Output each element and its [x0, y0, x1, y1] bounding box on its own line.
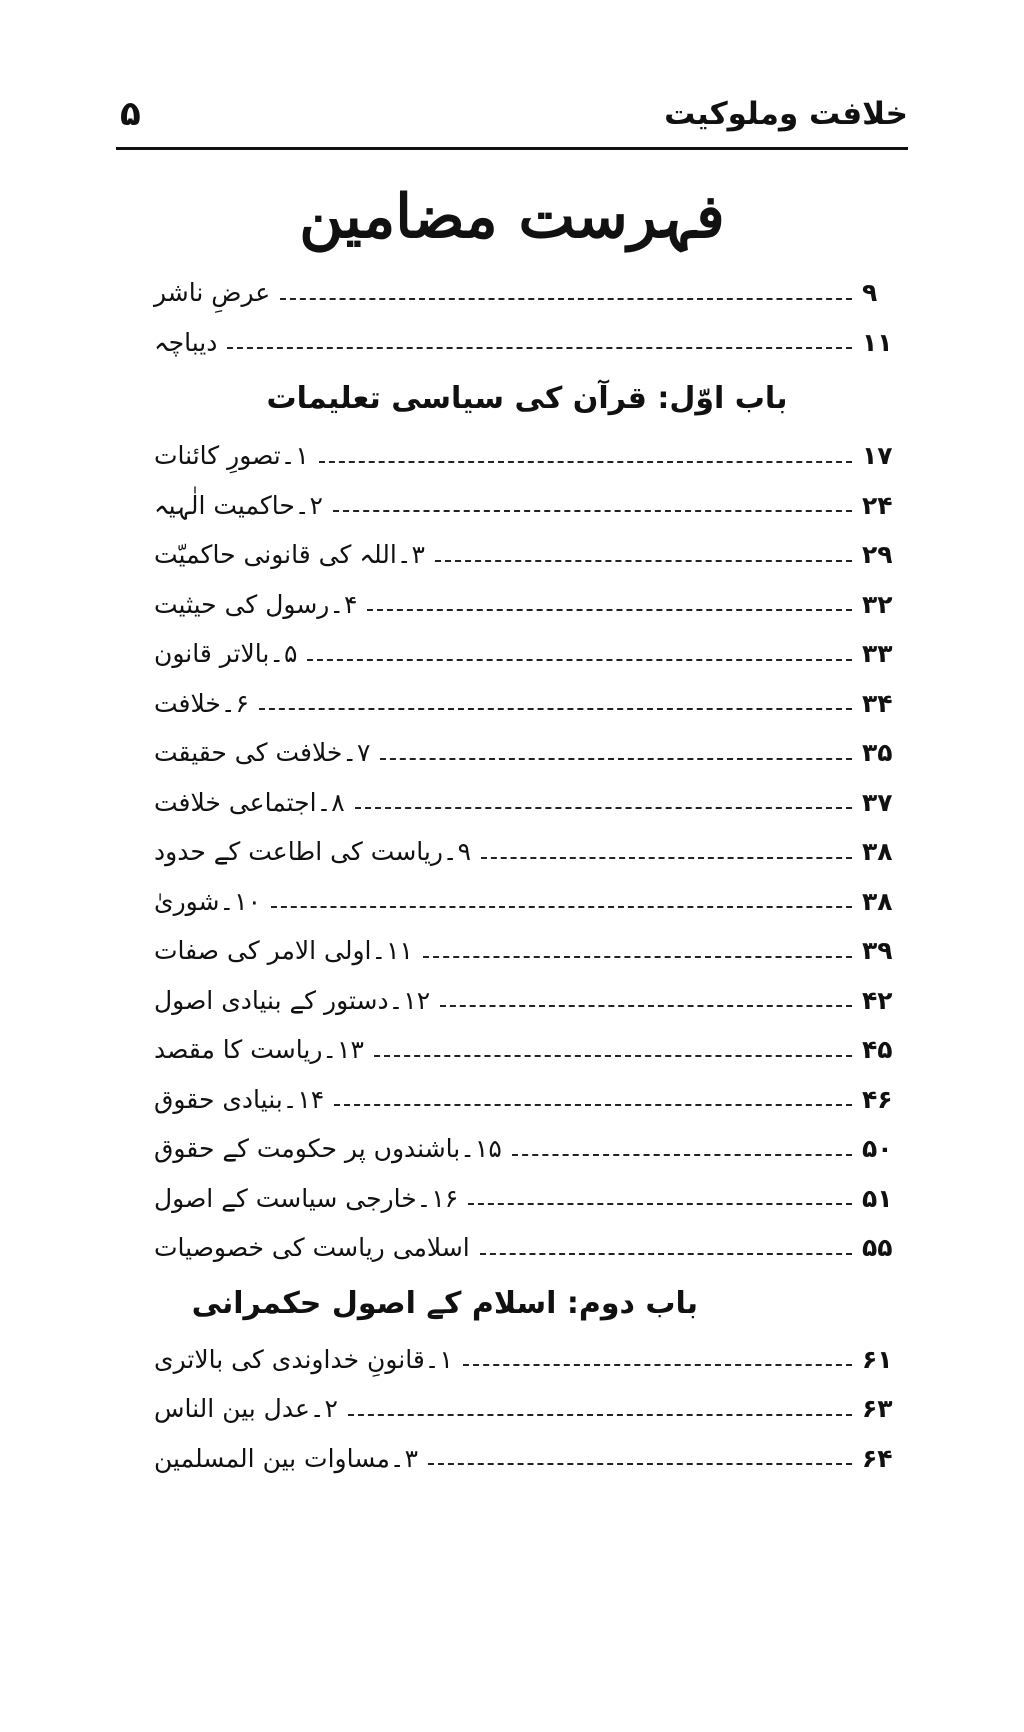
- toc-entry: [146, 1384, 908, 1434]
- leader-dots: [374, 1055, 852, 1057]
- leader-dots: [468, 1203, 852, 1205]
- leader-dots: [435, 560, 852, 562]
- chapter-heading: باب دوم: اسلام کے اصول حکمرانی: [191, 1285, 698, 1321]
- toc-entry-label: ۱۵۔باشندوں پر حکومت کے حقوق: [154, 1134, 502, 1164]
- toc-entry-page: ۴۶: [862, 1084, 893, 1114]
- toc-entry-label: ۵۔بالاتر قانون: [154, 639, 298, 669]
- running-title: خلافت وملوکیت: [664, 96, 908, 132]
- leader-dots: [463, 1364, 852, 1366]
- toc-entry-page: ۴۵: [862, 1035, 893, 1065]
- leader-dots: [480, 1253, 852, 1255]
- page-number: ۵: [120, 94, 141, 134]
- toc-entry-label: ۲۔حاکمیت الٰہیہ: [154, 490, 323, 520]
- leader-dots: [333, 510, 852, 512]
- leader-dots: [348, 1414, 852, 1416]
- toc-entry-label: ۱۔قانونِ خداوندی کی بالاتری: [154, 1344, 453, 1374]
- toc-entry-page: ۴۲: [862, 985, 893, 1015]
- toc-entry-page: ۶۳: [862, 1394, 893, 1424]
- toc-entry-page: ۱۱: [862, 327, 893, 357]
- toc-entry-label: ۲۔عدل بین الناس: [154, 1394, 338, 1424]
- toc-entry-label: ۱۴۔بنیادی حقوق: [154, 1084, 325, 1114]
- toc-entry-label: عرضِ ناشر: [154, 278, 271, 308]
- leader-dots: [481, 857, 852, 859]
- toc-entry-label: ۱۳۔ریاست کا مقصد: [154, 1035, 364, 1065]
- toc-entry: [146, 580, 908, 630]
- toc-entry-page: ۳۹: [862, 936, 893, 966]
- toc-entry-page: ۳۸: [862, 886, 893, 916]
- toc-entry-label: ۴۔رسول کی حیثیت: [154, 589, 358, 619]
- toc-entry-page: ۳۸: [862, 837, 893, 867]
- toc-entry-label: ۶۔خلافت: [154, 688, 249, 718]
- toc-entry-page: ۳۳: [862, 639, 893, 669]
- toc-entry: [146, 1335, 908, 1385]
- toc-entry: [146, 1124, 908, 1174]
- toc-entry: [146, 1434, 908, 1484]
- header-rule: [116, 147, 908, 150]
- toc-entry-page: ۶۴: [862, 1443, 893, 1473]
- toc-entry-label: ۱۱۔اولی الامر کی صفات: [154, 936, 413, 966]
- toc-entry-page: ۹: [862, 278, 878, 308]
- table-of-contents: [146, 268, 908, 1483]
- toc-entry-page: ۳۵: [862, 738, 893, 768]
- toc-entry-label: ۳۔مساوات بین المسلمین: [154, 1443, 418, 1473]
- toc-entry: [146, 679, 908, 729]
- leader-dots: [334, 1104, 852, 1106]
- toc-entry: [146, 877, 908, 927]
- toc-entry-label: ۸۔اجتماعی خلافت: [154, 787, 345, 817]
- toc-entry: [146, 976, 908, 1026]
- toc-entry: [146, 629, 908, 679]
- leader-dots: [355, 807, 852, 809]
- toc-entry: [146, 827, 908, 877]
- toc-entry-label: دیباچہ: [154, 327, 218, 357]
- toc-entry-page: ۵۰: [862, 1134, 893, 1164]
- toc-entry: [146, 728, 908, 778]
- toc-entry-label: ۱۲۔دستور کے بنیادی اصول: [154, 985, 431, 1015]
- toc-entry: [146, 1025, 908, 1075]
- toc-entry-page: ۲۹: [862, 540, 893, 570]
- toc-entry-page: ۳۲: [862, 589, 893, 619]
- leader-dots: [428, 1463, 852, 1465]
- toc-entry: [146, 1223, 908, 1273]
- toc-entry: [146, 481, 908, 531]
- toc-entry: [146, 926, 908, 976]
- toc-entry-label: ۳۔اللہ کی قانونی حاکمیّت: [154, 540, 425, 570]
- toc-entry-page: ۲۴: [862, 490, 893, 520]
- toc-entry-page: ۶۱: [862, 1344, 893, 1374]
- toc-entry-page: ۳۷: [862, 787, 893, 817]
- toc-entry-label: ۱۔تصورِ کائنات: [154, 441, 309, 471]
- toc-entry-page: ۱۷: [862, 441, 893, 471]
- toc-entry: [146, 778, 908, 828]
- leader-dots: [380, 758, 852, 760]
- leader-dots: [280, 298, 852, 300]
- toc-entry-page: ۵۱: [862, 1183, 893, 1213]
- toc-entry-label: اسلامی ریاست کی خصوصیات: [154, 1233, 470, 1263]
- leader-dots: [367, 609, 852, 611]
- leader-dots: [307, 659, 852, 661]
- leader-dots: [227, 347, 852, 349]
- toc-entry: [146, 530, 908, 580]
- toc-entry-label: ۱۶۔خارجی سیاست کے اصول: [154, 1183, 459, 1213]
- leader-dots: [259, 708, 852, 710]
- toc-entry-label: ۱۰۔شوریٰ: [154, 886, 262, 916]
- leader-dots: [512, 1154, 852, 1156]
- leader-dots: [319, 461, 852, 463]
- page-header: [116, 86, 908, 142]
- leader-dots: [423, 956, 852, 958]
- chapter-heading: باب اوّل: قرآن کی سیاسی تعلیمات: [266, 381, 788, 416]
- toc-entry: [146, 1075, 908, 1125]
- toc-entry: [146, 318, 908, 368]
- toc-title: فہرست مضامین: [299, 182, 725, 252]
- leader-dots: [440, 1005, 852, 1007]
- toc-entry-label: ۷۔خلافت کی حقیقت: [154, 738, 371, 768]
- toc-entry: [146, 268, 908, 318]
- toc-entry: [146, 1174, 908, 1224]
- toc-entry-label: ۹۔ریاست کی اطاعت کے حدود: [154, 837, 472, 867]
- toc-entry: [146, 431, 908, 481]
- leader-dots: [271, 906, 852, 908]
- toc-entry-page: ۵۵: [862, 1233, 893, 1263]
- toc-entry-page: ۳۴: [862, 688, 893, 718]
